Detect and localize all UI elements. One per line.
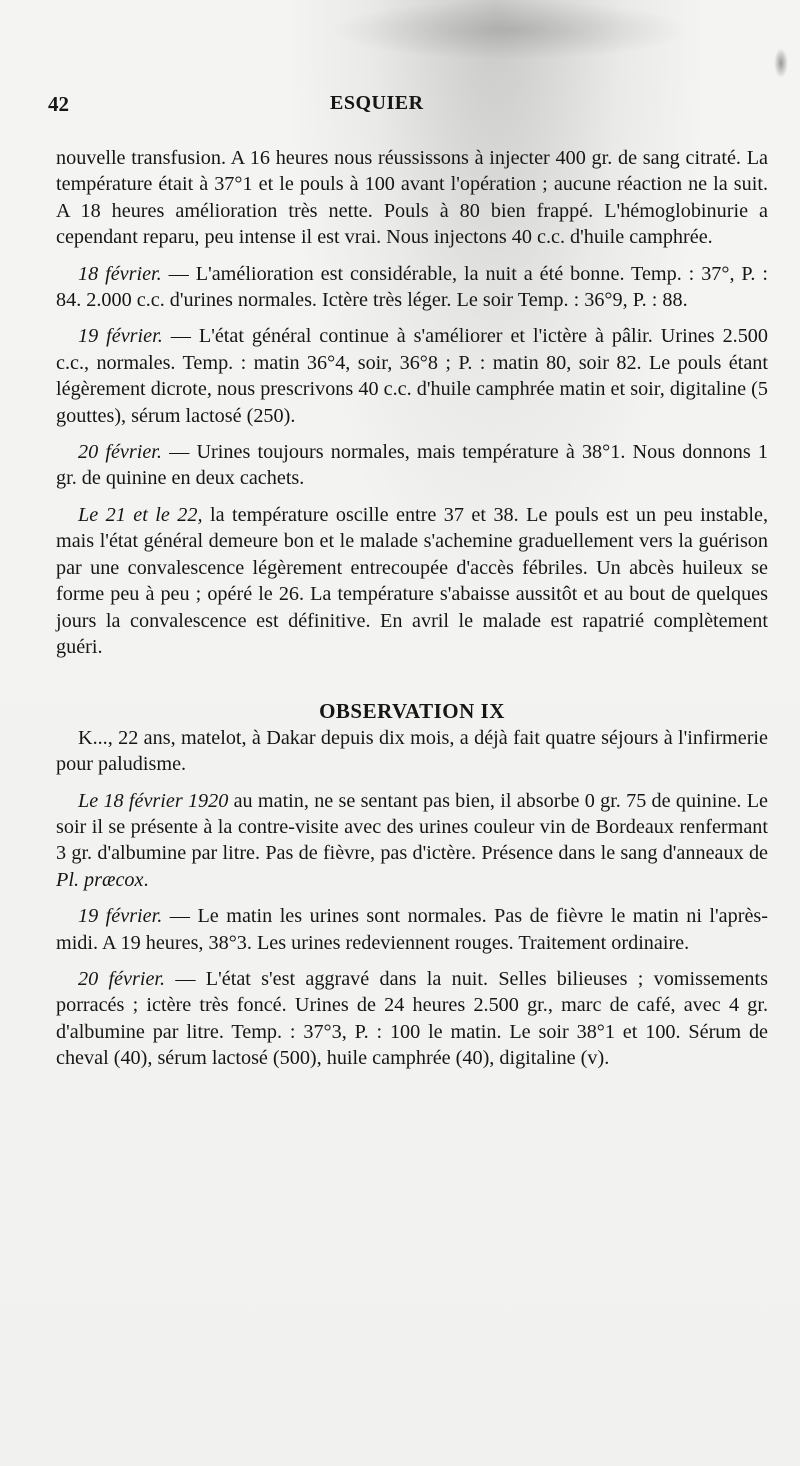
paragraph-end: . bbox=[143, 868, 149, 891]
paragraph bbox=[56, 323, 768, 429]
paragraph-text: — L'amélioration est considérable, la nuit a été bonne. Temp. : 37°, P. : 84. 2.000 c.c. d'urines normales. Ictère très léger. Le soir Temp. : 36°9, P. : 88. bbox=[56, 262, 768, 312]
paragraph bbox=[56, 261, 768, 314]
header-title: ESQUIER bbox=[330, 92, 424, 114]
entry-date: 20 février. bbox=[78, 967, 166, 990]
paragraph-text: — Le matin les urines sont normales. Pas de fièvre le matin ni l'après-midi. A 19 heures, 38°3. Les urines redeviennent rouges. Traitement ordinaire. bbox=[56, 905, 768, 954]
paragraph bbox=[56, 966, 768, 1072]
paragraph-text: au matin, ne se sentant pas bien, il absorbe 0 gr. 75 de quinine. Le soir il se présente à la contre-visite avec des urines couleur vin de Bordeaux renfermant 3 gr. d'albumine par litre. Pas de fièvre, pas d'ictère. Présence dans le sang d'anneaux de bbox=[56, 789, 769, 865]
paragraph bbox=[56, 788, 768, 894]
paragraph-text: — L'état s'est aggravé dans la nuit. Selles bilieuses ; vomissements porracés ; ictère très foncé. Urines de 24 heures 2.500 gr., marc de café, avec 4 gr. d'albumine par litre. Temp. : 37°3, P. : 100 le matin. Le soir 38°1 et 100. Sérum de cheval (40), sérum lactosé (500), huile camphrée (40), digitaline (v). bbox=[56, 967, 768, 1070]
paragraph bbox=[56, 725, 768, 778]
scan-smudge bbox=[330, 0, 690, 60]
paragraph bbox=[56, 903, 768, 956]
paragraph bbox=[56, 439, 768, 492]
paragraph-text: la température oscille entre 37 et 38. Le pouls est un peu instable, mais l'état général demeure bon et le malade s'achemine graduellement vers la guérison par une convalescence légèrement entrecoupée d'accès fébriles. Un abcès huileux se forme peu à peu ; opéré le 26. La température s'abaisse aussitôt et au bout de quelques jours la convalescence est définitive. En avril le malade est rapatrié complètement guéri. bbox=[56, 503, 768, 658]
paragraph-text: — Urines toujours normales, mais température à 38°1. Nous donnons 1 gr. de quinine en deux cachets. bbox=[56, 441, 768, 490]
entry-date: Le 21 et le 22, bbox=[78, 503, 203, 526]
entry-date: 20 février. bbox=[78, 441, 162, 464]
scan-mark bbox=[774, 48, 788, 78]
entry-date: Le 18 février 1920 bbox=[78, 789, 229, 812]
entry-date: 19 février. bbox=[78, 325, 163, 348]
entry-date: 19 février. bbox=[78, 905, 163, 928]
paragraph bbox=[56, 502, 768, 660]
paragraph-text: — L'état général continue à s'améliorer et l'ictère à pâlir. Urines 2.500 c.c., normales. Temp. : matin 36°4, soir, 36°8 ; P. : matin 80, soir 82. Le pouls étant légèrement dicrote, nous prescrivons 40 c.c. d'huile camphrée matin et soir, digitaline (5 gouttes), sérum lactosé (250). bbox=[56, 325, 768, 427]
body-text bbox=[56, 145, 768, 1072]
paragraph-text: K..., 22 ans, matelot, à Dakar depuis dix mois, a déjà fait quatre séjours à l'infirmerie pour paludisme. bbox=[56, 726, 768, 776]
running-head bbox=[48, 92, 748, 122]
section-title: OBSERVATION IX bbox=[319, 699, 505, 724]
paragraph bbox=[56, 145, 768, 251]
paragraph-text: nouvelle transfusion. A 16 heures nous réussissons à injecter 400 gr. de sang citraté. La température était à 37°1 et le pouls à 100 avant l'opération ; aucune réaction ne la suit. A 18 heures amélioration très nette. Pouls à 80 bien frappé. L'hémoglobinurie a cependant reparu, peu intense il est vrai. Nous injectons 40 c.c. d'huile camphrée. bbox=[56, 147, 768, 249]
species-name: Pl. præcox bbox=[56, 868, 144, 891]
page-number: 42 bbox=[48, 92, 69, 116]
entry-date: 18 février. bbox=[78, 262, 162, 285]
